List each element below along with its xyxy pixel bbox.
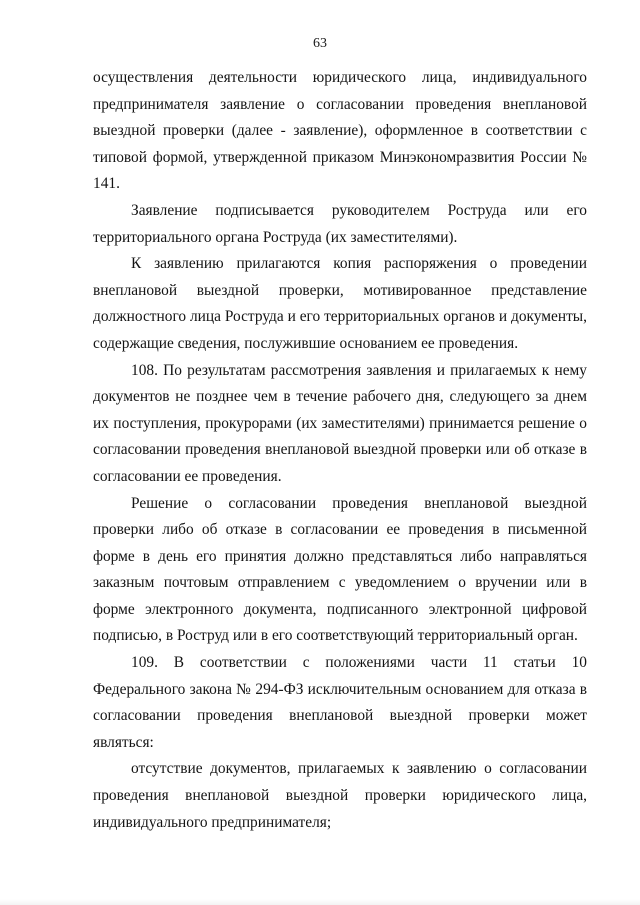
paragraph-absence-of-documents: отсутствие документов, прилагаемых к заявлению о согласовании проведения внеплановой выездной проверки юридического лица, индивидуального предпринимателя; bbox=[93, 760, 587, 831]
document-body bbox=[93, 65, 587, 836]
paragraph-signature: Заявление подписывается руководителем Роструда или его территориального органа Роструда (их заместителями). bbox=[93, 201, 587, 246]
paragraph-attachments: К заявлению прилагаются копия распоряжения о проведении внеплановой выездной проверки, мотивированное представление должностного лица Роструда и его территориальных органов и документы, содержащие сведения, послужившие основанием ее проведения. bbox=[93, 255, 587, 352]
page-number: 63 bbox=[313, 36, 327, 51]
paragraph-continuation: осуществления деятельности юридического лица, индивидуального предпринимателя заявление о согласовании проведения внеплановой выездной проверки (далее - заявление), оформленное в соответствии с типовой формой, утвержденной приказом Минэкономразвития России № 141. bbox=[93, 69, 587, 193]
paragraph-108: 108. По результатам рассмотрения заявления и прилагаемых к нему документов не позднее чем в течение рабочего дня, следующего за днем их поступления, прокурорами (их заместителями) принимается решение о согласовании проведения внеплановой выездной проверки или об отказе в согласовании ее проведения. bbox=[93, 361, 587, 485]
paragraph-decision: Решение о согласовании проведения внеплановой выездной проверки либо об отказе в согласовании ее проведения в письменной форме в день его принятия должно представляться либо направляться заказным почтовым отправлением с уведомлением о вручении или в форме электронного документа, подписанного электронной цифровой подписью, в Роструд или в его соответствующий территориальный орган. bbox=[93, 494, 587, 645]
scan-edge-shadow bbox=[0, 899, 640, 905]
paragraph-109: 109. В соответствии с положениями части 11 статьи 10 Федерального закона № 294-ФЗ исключительным основанием для отказа в согласовании проведения внеплановой выездной проверки может являться: bbox=[93, 654, 587, 751]
